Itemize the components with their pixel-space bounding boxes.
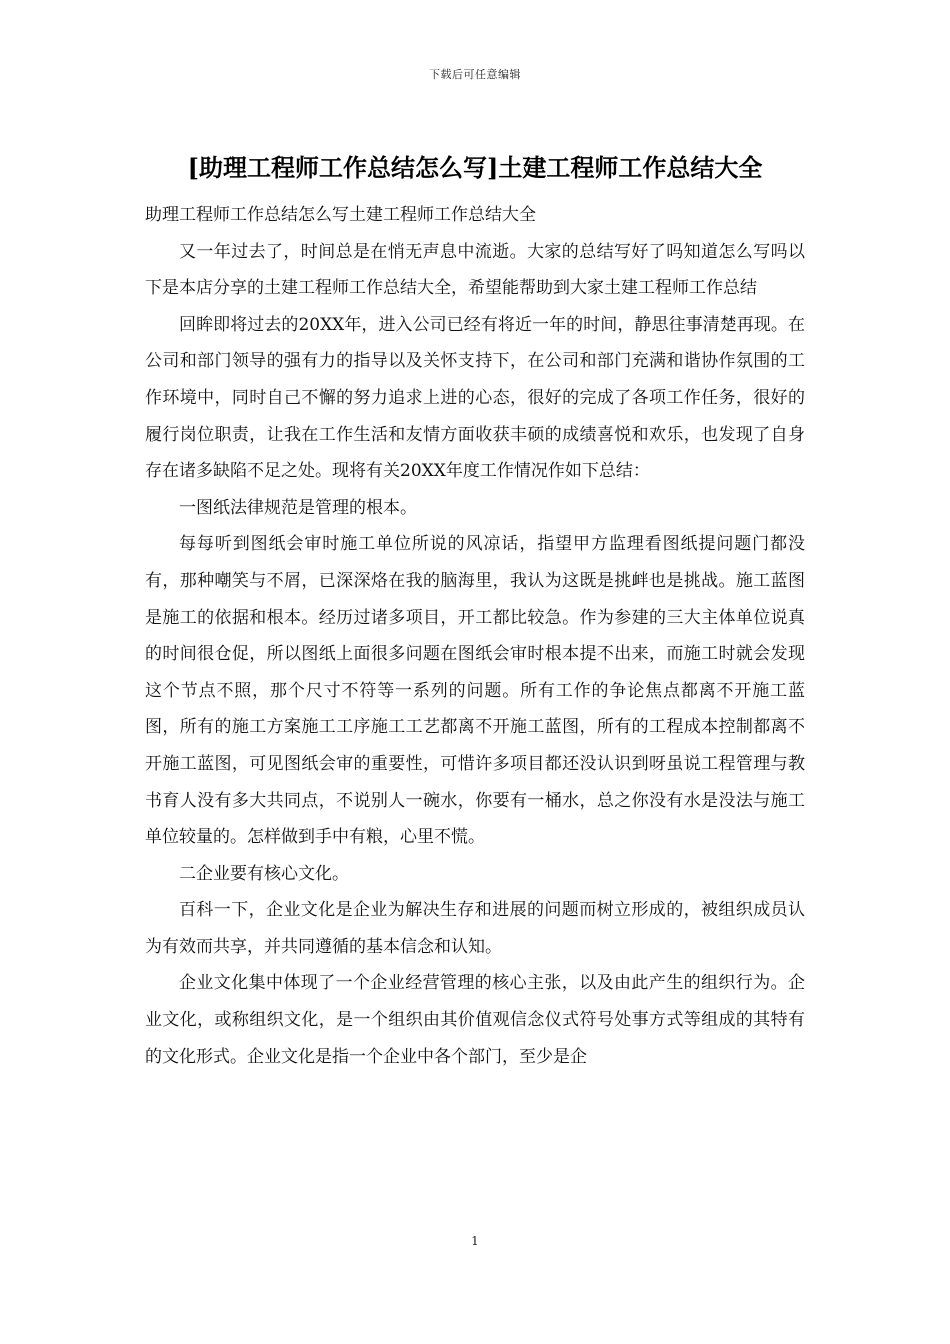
body-paragraph: 又一年过去了，时间总是在悄无声息中流逝。大家的总结写好了吗知道怎么写吗以下是本店分享的土建工程师工作总结大全，希望能帮助到大家土建工程师工作总结 <box>145 241 805 299</box>
document-title: [助理工程师工作总结怎么写]土建工程师工作总结大全 <box>187 153 763 182</box>
body-paragraph: 百科一下，企业文化是企业为解决生存和进展的问题而树立形成的，被组织成员认为有效而共享，并共同遵循的基本信念和认知。 <box>145 900 805 957</box>
subtitle-paragraph: 助理工程师工作总结怎么写土建工程师工作总结大全 <box>145 205 536 225</box>
document-body <box>145 197 805 1075</box>
header-note: 下载后可任意编辑 <box>429 68 521 81</box>
body-paragraph: 每每听到图纸会审时施工单位所说的风凉话，指望甲方监理看图纸提问题门都没有，那种嘲笑与不屑，已深深烙在我的脑海里，我认为这既是挑衅也是挑战。施工蓝图是施工的依据和根本。经历过诸多项目，开工都比较急。作为参建的三大主体单位说真的时间很仓促，所以图纸上面很多问题在图纸会审时根本提不出来，而施工时就会发现这个节点不照，那个尺寸不符等一系列的问题。所有工作的争论焦点都离不开施工蓝图，所有的施工方案施工工序施工工艺都离不开施工蓝图，所有的工程成本控制都离不开施工蓝图，可见图纸会审的重要性，可惜许多项目都还没认识到呀虽说工程管理与教书育人没有多大共同点，不说别人一碗水，你要有一桶水，总之你没有水是没法与施工单位较量的。怎样做到手中有粮，心里不慌。 <box>145 534 805 848</box>
section-heading: 一图纸法律规范是管理的根本。 <box>179 497 417 518</box>
section-heading: 二企业要有核心文化。 <box>179 863 349 884</box>
body-paragraph: 回眸即将过去的20XX年，进入公司已经有将近一年的时间，静思往事清楚再现。在公司和部门领导的强有力的指导以及关怀支持下，在公司和部门充满和谐协作氛围的工作环境中，同时自己不懈的努力追求上进的心态，很好的完成了各项工作任务，很好的履行岗位职责，让我在工作生活和友情方面收获丰硕的成绩喜悦和欢乐，也发现了自身存在诸多缺陷不足之处。现将有关20XX年度工作情况作如下总结： <box>145 314 805 482</box>
body-paragraph: 企业文化集中体现了一个企业经营管理的核心主张，以及由此产生的组织行为。企业文化，或称组织文化，是一个组织由其价值观信念仪式符号处事方式等组成的其特有的文化形式。企业文化是指一个企业中各个部门，至少是企 <box>145 973 805 1067</box>
page-number: 1 <box>471 1234 479 1248</box>
